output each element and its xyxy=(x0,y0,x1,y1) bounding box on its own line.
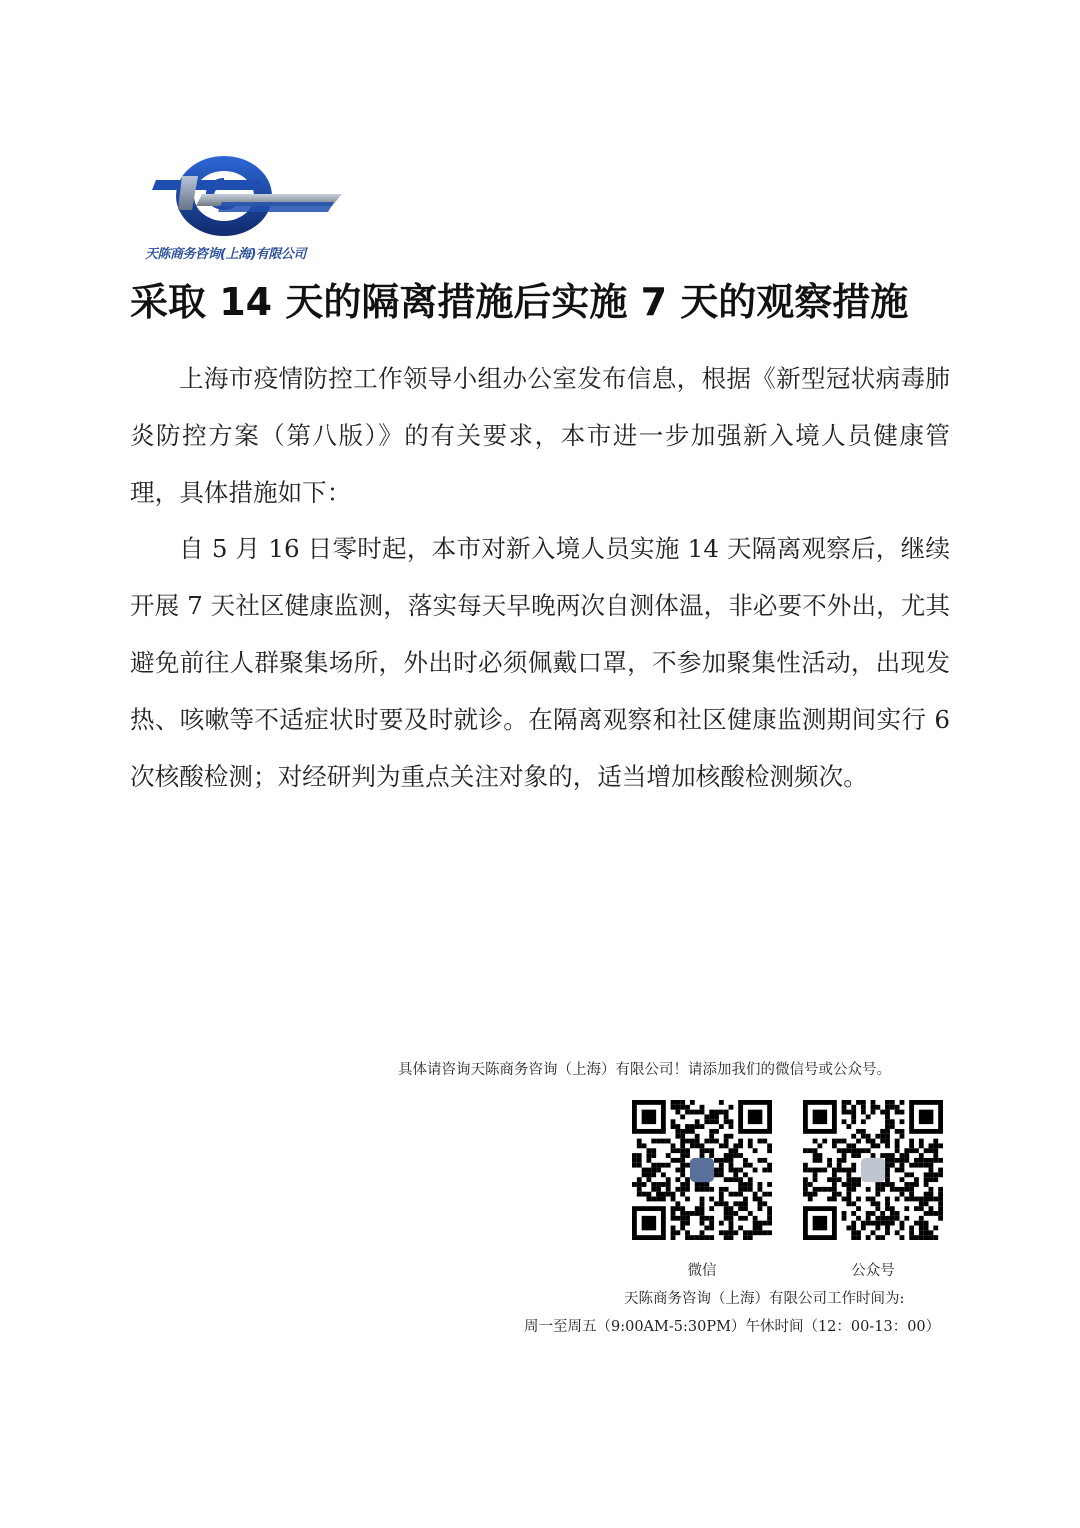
wechat-qr-code-icon xyxy=(632,1100,772,1240)
qr-label-official-account: 公众号 xyxy=(851,1263,895,1279)
contact-line: 具体请咨询天陈商务咨询（上海）有限公司！请添加我们的微信号或公众号。 xyxy=(398,1062,891,1078)
document-title: 采取 14 天的隔离措施后实施 7 天的观察措施 xyxy=(130,280,909,324)
qr-label-wechat: 微信 xyxy=(687,1263,717,1279)
body-paragraph: 上海市疫情防控工作领导小组办公室发布信息，根据《新型冠状病毒肺炎防控方案（第八版）》的有关要求，本市进一步加强新入境人员健康管理，具体措施如下： xyxy=(130,364,950,507)
working-hours-detail: 周一至周五（9:00AM-5:30PM）午休时间（12：00-13：00） xyxy=(524,1319,941,1335)
body-paragraph: 自 5 月 16 日零时起，本市对新入境人员实施 14 天隔离观察后，继续开展 7 天社区健康监测，落实每天早晚两次自测体温，非必要不外出，尤其避免前往人群聚集场所，外出时必须佩戴口罩，不参加聚集性活动，出现发热、咳嗽等不适症状时要及时就诊。在隔离观察和社区健康监测期间实行 6 次核酸检测；对经研判为重点关注对象的，适当增加核酸检测频次。 xyxy=(130,534,950,791)
official-account-qr-code-icon xyxy=(803,1100,943,1240)
logo-caption: 天陈商务咨询(上海)有限公司 xyxy=(145,247,306,262)
working-hours-title: 天陈商务咨询（上海）有限公司工作时间为: xyxy=(624,1291,905,1307)
